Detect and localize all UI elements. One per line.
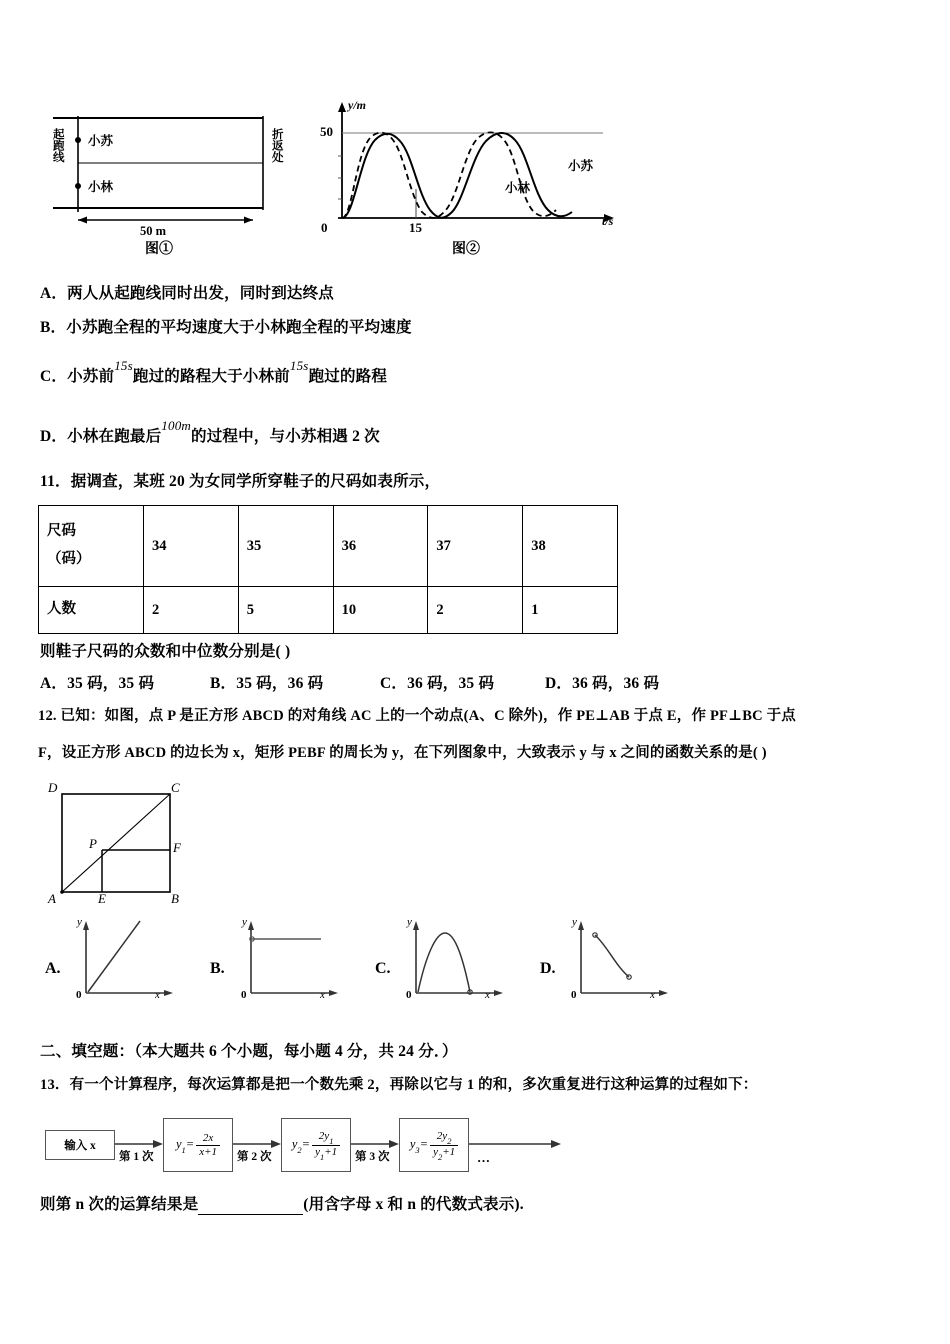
table-header-size-line2: （码） [47, 551, 91, 567]
q10-option-c-text-1: 小苏前 [67, 368, 115, 386]
q12-graph-b-y-label: y [242, 916, 247, 928]
flowchart-box3-denominator: $y_2+1$ [430, 1145, 458, 1161]
flowchart-box1-fraction [196, 1132, 220, 1158]
q10-option-c [40, 358, 388, 387]
q10-option-d-text-1: 小林在跑最后 [67, 428, 162, 446]
flowchart-box-step3 [399, 1118, 469, 1172]
track-distance-label: 50 m [140, 224, 167, 238]
figure2-origin: 0 [321, 220, 328, 235]
table-cell-count-0: 2 [144, 587, 239, 634]
square-point-label-p: P [89, 836, 97, 851]
shoe-size-table [38, 505, 618, 634]
figure-square-abcd [42, 778, 232, 908]
figure2-x-tick-15: 15 [409, 220, 422, 235]
q11-option-d [545, 675, 659, 694]
q13-stem: 13．有一个计算程序，每次运算都是把一个数先乘 2，再除以它与 1 的和，多次重复进行这种运算的过程如下： [40, 1077, 758, 1093]
figure2-series-label-xiaolin: 小林 [505, 181, 531, 195]
table-cell-size-0: 34 [144, 506, 239, 587]
q12-graph-option-a [68, 915, 178, 1005]
q10-option-c-sup-1: 15s [114, 358, 133, 373]
figure-distance-time-graph [320, 96, 620, 251]
q10-option-b-marker: B． [40, 319, 67, 336]
table-header-count: 人数 [39, 587, 144, 634]
q12-graph-c-origin: 0 [406, 989, 412, 1001]
flowchart-box2-numerator: $2y_1$ [318, 1129, 334, 1146]
flowchart-box2-denominator: $y_1+1$ [312, 1145, 340, 1161]
table-cell-count-4: 1 [523, 587, 618, 634]
flowchart-box2-fraction [312, 1130, 340, 1160]
square-point-label-e: E [98, 891, 106, 906]
q11-ask: 则鞋子尺码的众数和中位数分别是( ) [40, 643, 291, 660]
square-vertex-label-c: C [171, 780, 180, 795]
q12-graph-option-d [563, 915, 673, 1005]
figure-running-track-svg [48, 100, 298, 250]
table-cell-count-2: 10 [333, 587, 428, 634]
table-cell-size-4: 38 [523, 506, 618, 587]
q10-option-d [40, 418, 380, 447]
flowchart-input-label: 输入 x [64, 1140, 96, 1152]
q10-option-c-text-2: 跑过的路程大于小林前 [132, 368, 290, 386]
q12-stem-line1: 12. 已知：如图，点 P 是正方形 ABCD 的对角线 AC 上的一个动点(A、C 除外)，作 PE⊥AB 于点 E，作 PF⊥BC 于点 [38, 708, 796, 724]
q11-option-a-text: 35 码，35 码 [67, 675, 155, 692]
q12-graph-b-svg [233, 915, 343, 1005]
q11-option-c [380, 675, 494, 694]
flowchart-box1-lhs: $y_1=$ [175, 1136, 195, 1156]
q12-graph-option-d-marker: D. [540, 960, 556, 977]
start-line-label: 起跑线 [51, 128, 64, 163]
q12-graph-c-svg [398, 915, 508, 1005]
figure-square-abcd-svg [42, 778, 232, 908]
q10-option-c-text-3: 跑过的路程 [308, 368, 388, 386]
table-cell-size-3: 37 [428, 506, 523, 587]
table-header-size-line1: 尺码 [47, 523, 76, 540]
q10-option-d-sup: 100m [161, 418, 191, 433]
square-point-label-f: F [173, 840, 181, 855]
q13-answer-line [40, 1196, 524, 1215]
flowchart-box3-lhs: $y_3=$ [409, 1136, 429, 1156]
table-cell-size-1: 35 [238, 506, 333, 587]
flowchart-input-box [45, 1130, 115, 1160]
q12-graph-d-svg [563, 915, 673, 1005]
q12-graph-c-x-label: x [485, 989, 490, 1001]
q10-option-a-text: 两人从起跑线同时出发，同时到达终点 [67, 285, 334, 302]
q12-graph-a-x-label: x [155, 989, 160, 1001]
q13-answer-suffix: (用含字母 x 和 n 的代数式表示). [303, 1196, 524, 1213]
turn-point-label: 折返处 [270, 128, 283, 163]
square-vertex-label-d: D [48, 780, 58, 795]
table-row-counts [39, 587, 618, 634]
q10-option-d-text-2: 的过程中，与小苏相遇 2 次 [191, 428, 380, 446]
table-header-size [39, 506, 144, 587]
q12-graph-d-x-label: x [650, 989, 655, 1001]
flowchart-step-label-3: 第 3 次 [355, 1151, 390, 1163]
q11-option-d-marker: D． [545, 675, 573, 692]
q12-graph-b-x-label: x [320, 989, 325, 1001]
q11-stem: 11．据调查，某班 20 为女同学所穿鞋子的尺码如表所示， [40, 473, 441, 490]
flowchart-box1-numerator: 2x [202, 1132, 214, 1145]
q12-graph-d-origin: 0 [571, 989, 577, 1001]
table-cell-size-2: 36 [333, 506, 428, 587]
q11-option-b [210, 675, 323, 694]
q11-option-b-text: 35 码，36 码 [236, 675, 324, 692]
flowchart-step-label-1: 第 1 次 [119, 1151, 154, 1163]
q12-graph-option-c [398, 915, 508, 1005]
q12-graph-b-origin: 0 [241, 989, 247, 1001]
q10-option-c-marker: C． [40, 368, 68, 386]
flowchart-box-step2 [281, 1118, 351, 1172]
q11-option-a [40, 675, 154, 694]
figure2-y-axis-label: y/m [348, 98, 366, 112]
q12-graph-option-b [233, 915, 343, 1005]
figure2-series-label-xiaosu: 小苏 [568, 159, 594, 173]
flowchart-box-step1 [163, 1118, 233, 1172]
q12-graph-option-b-marker: B. [210, 960, 225, 977]
q11-option-c-text: 36 码，35 码 [407, 675, 495, 692]
figure2-x-axis-label: t/s [602, 214, 614, 228]
q10-option-a-marker: A． [40, 285, 68, 302]
table-row-sizes [39, 506, 618, 587]
q11-option-b-marker: B． [210, 675, 237, 692]
flowchart-ellipsis: … [477, 1150, 490, 1165]
flowchart-box3-numerator: $2y_2$ [436, 1129, 452, 1146]
square-vertex-label-b: B [171, 891, 179, 906]
q12-graph-a-y-label: y [77, 916, 82, 928]
q11-option-d-text: 36 码，36 码 [572, 675, 660, 692]
table-cell-count-1: 5 [238, 587, 333, 634]
section2-heading: 二、填空题：（本大题共 6 个小题，每小题 4 分，共 24 分．） [40, 1043, 458, 1060]
q13-answer-prefix: 则第 n 次的运算结果是 [40, 1196, 199, 1213]
q12-graph-option-a-marker: A. [45, 960, 61, 977]
q13-answer-blank[interactable] [198, 1201, 303, 1215]
q10-option-d-marker: D． [40, 428, 68, 446]
table-cell-count-3: 2 [428, 587, 523, 634]
q10-option-a [40, 285, 334, 304]
q10-option-b [40, 319, 412, 338]
flowchart-box3-fraction [430, 1130, 458, 1160]
q12-stem-line2: F，设正方形 ABCD 的边长为 x，矩形 PEBF 的周长为 y，在下列图象中，大致表示 y 与 x 之间的函数关系的是( ) [38, 745, 767, 761]
q12-graph-option-c-marker: C. [375, 960, 391, 977]
flowchart-step-label-2: 第 2 次 [237, 1151, 272, 1163]
q11-option-c-marker: C． [380, 675, 408, 692]
figure1-caption: 图① [145, 242, 173, 257]
figure-calculation-flowchart [45, 1112, 605, 1190]
q11-option-a-marker: A． [40, 675, 68, 692]
flowchart-box2-lhs: $y_2=$ [291, 1136, 311, 1156]
q12-graph-d-y-label: y [572, 916, 577, 928]
flowchart-box1-denominator: x+1 [196, 1145, 220, 1158]
figure2-y-tick-50: 50 [320, 124, 333, 139]
lane-label-xiaolin: 小林 [88, 180, 114, 194]
q12-graph-a-origin: 0 [76, 989, 82, 1001]
lane-label-xiaosu: 小苏 [88, 134, 114, 148]
q12-graph-a-svg [68, 915, 178, 1005]
figure-running-track [48, 100, 298, 250]
q12-graph-c-y-label: y [407, 916, 412, 928]
figure2-caption: 图② [452, 242, 480, 257]
q10-option-c-sup-2: 15s [289, 358, 309, 373]
q10-option-b-text: 小苏跑全程的平均速度大于小林跑全程的平均速度 [66, 319, 412, 336]
square-vertex-label-a: A [48, 891, 56, 906]
